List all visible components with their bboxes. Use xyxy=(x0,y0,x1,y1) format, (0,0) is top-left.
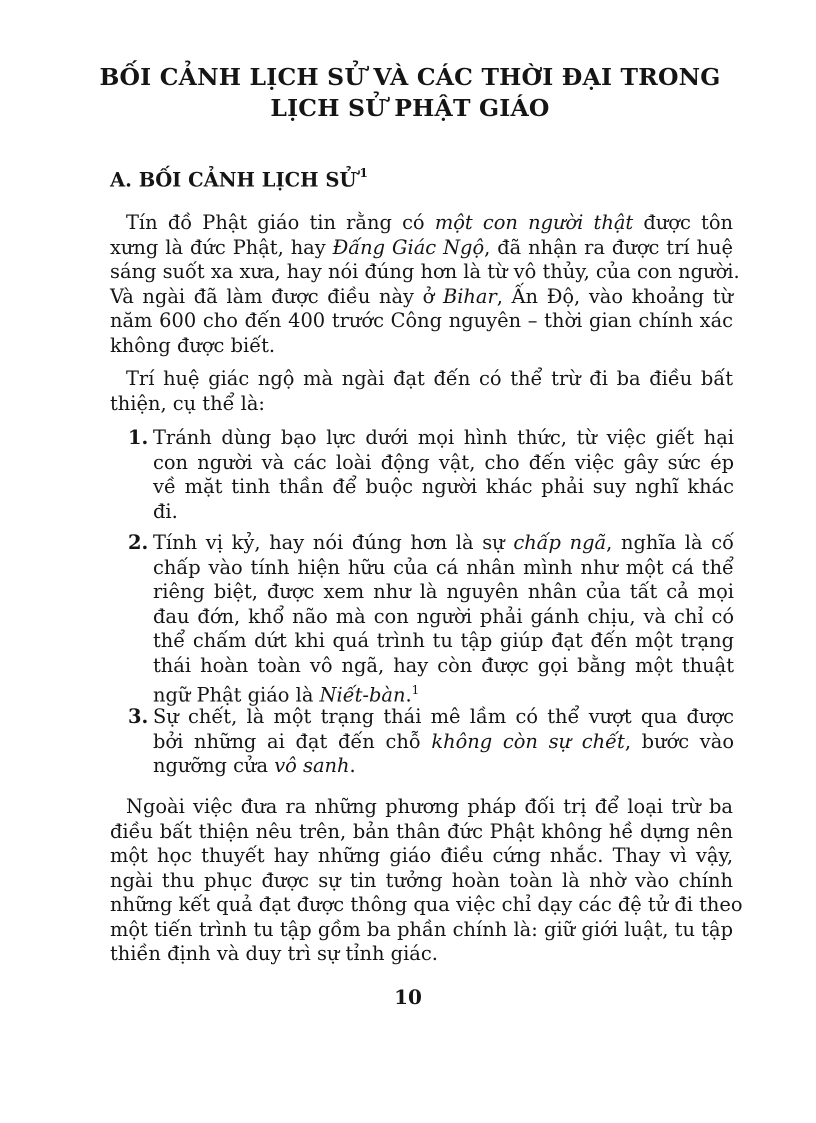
text-segment: Tín đồ Phật giáo tin rằng có xyxy=(126,211,435,234)
emphasis-text: Đấng Giác Ngộ xyxy=(332,235,485,259)
text-line: thái hoàn toàn vô ngã, hay còn được gọi bằng một thuật xyxy=(153,653,734,677)
emphasis-text: vô sanh xyxy=(274,754,350,777)
paragraph-1 xyxy=(110,211,740,358)
text-segment: bởi những ai đạt đến chỗ xyxy=(153,729,432,753)
text-line: năm 600 cho đến 400 trước Công nguyên – thời gian chính xác xyxy=(110,309,733,332)
text-line: thiền định và duy trì sự tỉnh giác. xyxy=(110,942,438,965)
text-line: một học thuyết hay những giáo điều cứng nhắc. Thay vì vậy, xyxy=(110,844,733,867)
text-segment: xưng là đức Phật, hay xyxy=(110,235,333,259)
text-line: chấp vào tính hiện hữu của cá nhân mình như một cá thể xyxy=(153,555,734,579)
text-segment: ngưỡng cửa xyxy=(153,754,275,777)
emphasis-text: không còn sự chết xyxy=(431,729,625,753)
list-number: 3. xyxy=(128,705,149,728)
chapter-title xyxy=(80,62,740,124)
footnote-reference: 1 xyxy=(411,683,420,697)
text-line: sáng suốt xa xưa, hay nói đúng hơn là từ vô thủy, của con người. xyxy=(110,260,740,283)
text-line: con người và các loài động vật, cho đến việc gây sức ép xyxy=(153,450,734,474)
text-line: đau đớn, khổ não mà con người phải gánh chịu, và chỉ có xyxy=(153,604,734,628)
text-line xyxy=(153,754,734,779)
text-line: Ngoài việc đưa ra những phương pháp đối trị để loại trừ ba xyxy=(126,795,733,818)
text-line: đi. xyxy=(153,499,178,523)
chapter-title-line-1: BỐI CẢNH LỊCH SỬ VÀ CÁC THỜI ĐẠI TRONG xyxy=(99,63,721,91)
page-number: 10 xyxy=(394,985,422,1009)
text-segment: , Ấn Độ, vào khoảng từ xyxy=(496,284,733,308)
text-line xyxy=(153,730,734,755)
text-segment: . xyxy=(405,683,412,707)
text-segment: ngữ Phật giáo là xyxy=(153,683,320,707)
text-line: thiện, cụ thể là: xyxy=(110,391,265,415)
text-line: thể chấm dứt khi quá trình tu tập giúp đạt đến một trạng xyxy=(153,629,734,652)
text-line: riêng biệt, được xem như là nguyên nhân của tất cả mọi xyxy=(153,580,734,603)
chapter-title-line-2: LỊCH SỬ PHẬT GIÁO xyxy=(270,94,550,122)
text-line: một tiến trình tu tập gồm ba phần chính là: giữ giới luật, tu tập xyxy=(110,917,733,941)
text-segment: được tôn xyxy=(633,211,733,234)
list-item-text xyxy=(153,531,734,708)
section-heading xyxy=(110,168,368,192)
text-line xyxy=(153,678,734,708)
text-line: những kết quả đạt được thông qua việc chỉ dạy các đệ tử đi theo xyxy=(110,893,743,916)
text-segment: , đã nhận ra được trí huệ xyxy=(484,235,733,259)
text-line: Trí huệ giác ngộ mà ngài đạt đến có thể trừ đi ba điều bất xyxy=(126,367,733,390)
text-line: điều bất thiện nêu trên, bản thân đức Phật không hề dựng nên xyxy=(110,819,733,843)
emphasis-text: Niết-bàn xyxy=(319,683,406,707)
text-segment: , nghĩa là cố xyxy=(606,531,734,554)
paragraph-3 xyxy=(110,795,743,967)
text-line: Tránh dùng bạo lực dưới mọi hình thức, từ việc giết hại xyxy=(153,426,734,449)
list-item-text xyxy=(153,705,734,779)
text-line: ngài thu phục được sự tin tưởng hoàn toàn là nhờ vào chính xyxy=(110,868,733,892)
list-number: 2. xyxy=(128,531,149,554)
list-item-3 xyxy=(128,705,734,779)
text-line: Sự chết, là một trạng thái mê lầm có thể vượt qua được xyxy=(153,705,734,728)
text-line xyxy=(110,211,733,236)
paragraph-2 xyxy=(110,367,733,416)
list-item-1 xyxy=(128,426,734,524)
text-line: về mặt tinh thần để buộc người khác phải suy nghĩ khác xyxy=(153,475,734,498)
text-segment: . xyxy=(349,754,356,777)
text-segment: Tính vị kỷ, hay nói đúng hơn là sự xyxy=(153,531,514,554)
text-line: không được biết. xyxy=(110,333,276,357)
text-segment: , bước vào xyxy=(624,729,735,753)
list-number: 1. xyxy=(128,426,149,449)
emphasis-text: chấp ngã xyxy=(513,531,607,554)
footnote-reference: 1 xyxy=(359,166,368,180)
emphasis-text: Bihar xyxy=(442,284,497,308)
text-line xyxy=(153,531,734,556)
text-segment: Và ngài đã làm được điều này ở xyxy=(110,284,443,308)
text-line xyxy=(110,236,733,261)
text-line xyxy=(110,285,733,310)
list-item-text xyxy=(153,426,734,524)
emphasis-text: một con người thật xyxy=(434,211,634,234)
section-heading-text: A. BỐI CẢNH LỊCH SỬ xyxy=(110,168,357,192)
list-item-2 xyxy=(128,531,734,708)
